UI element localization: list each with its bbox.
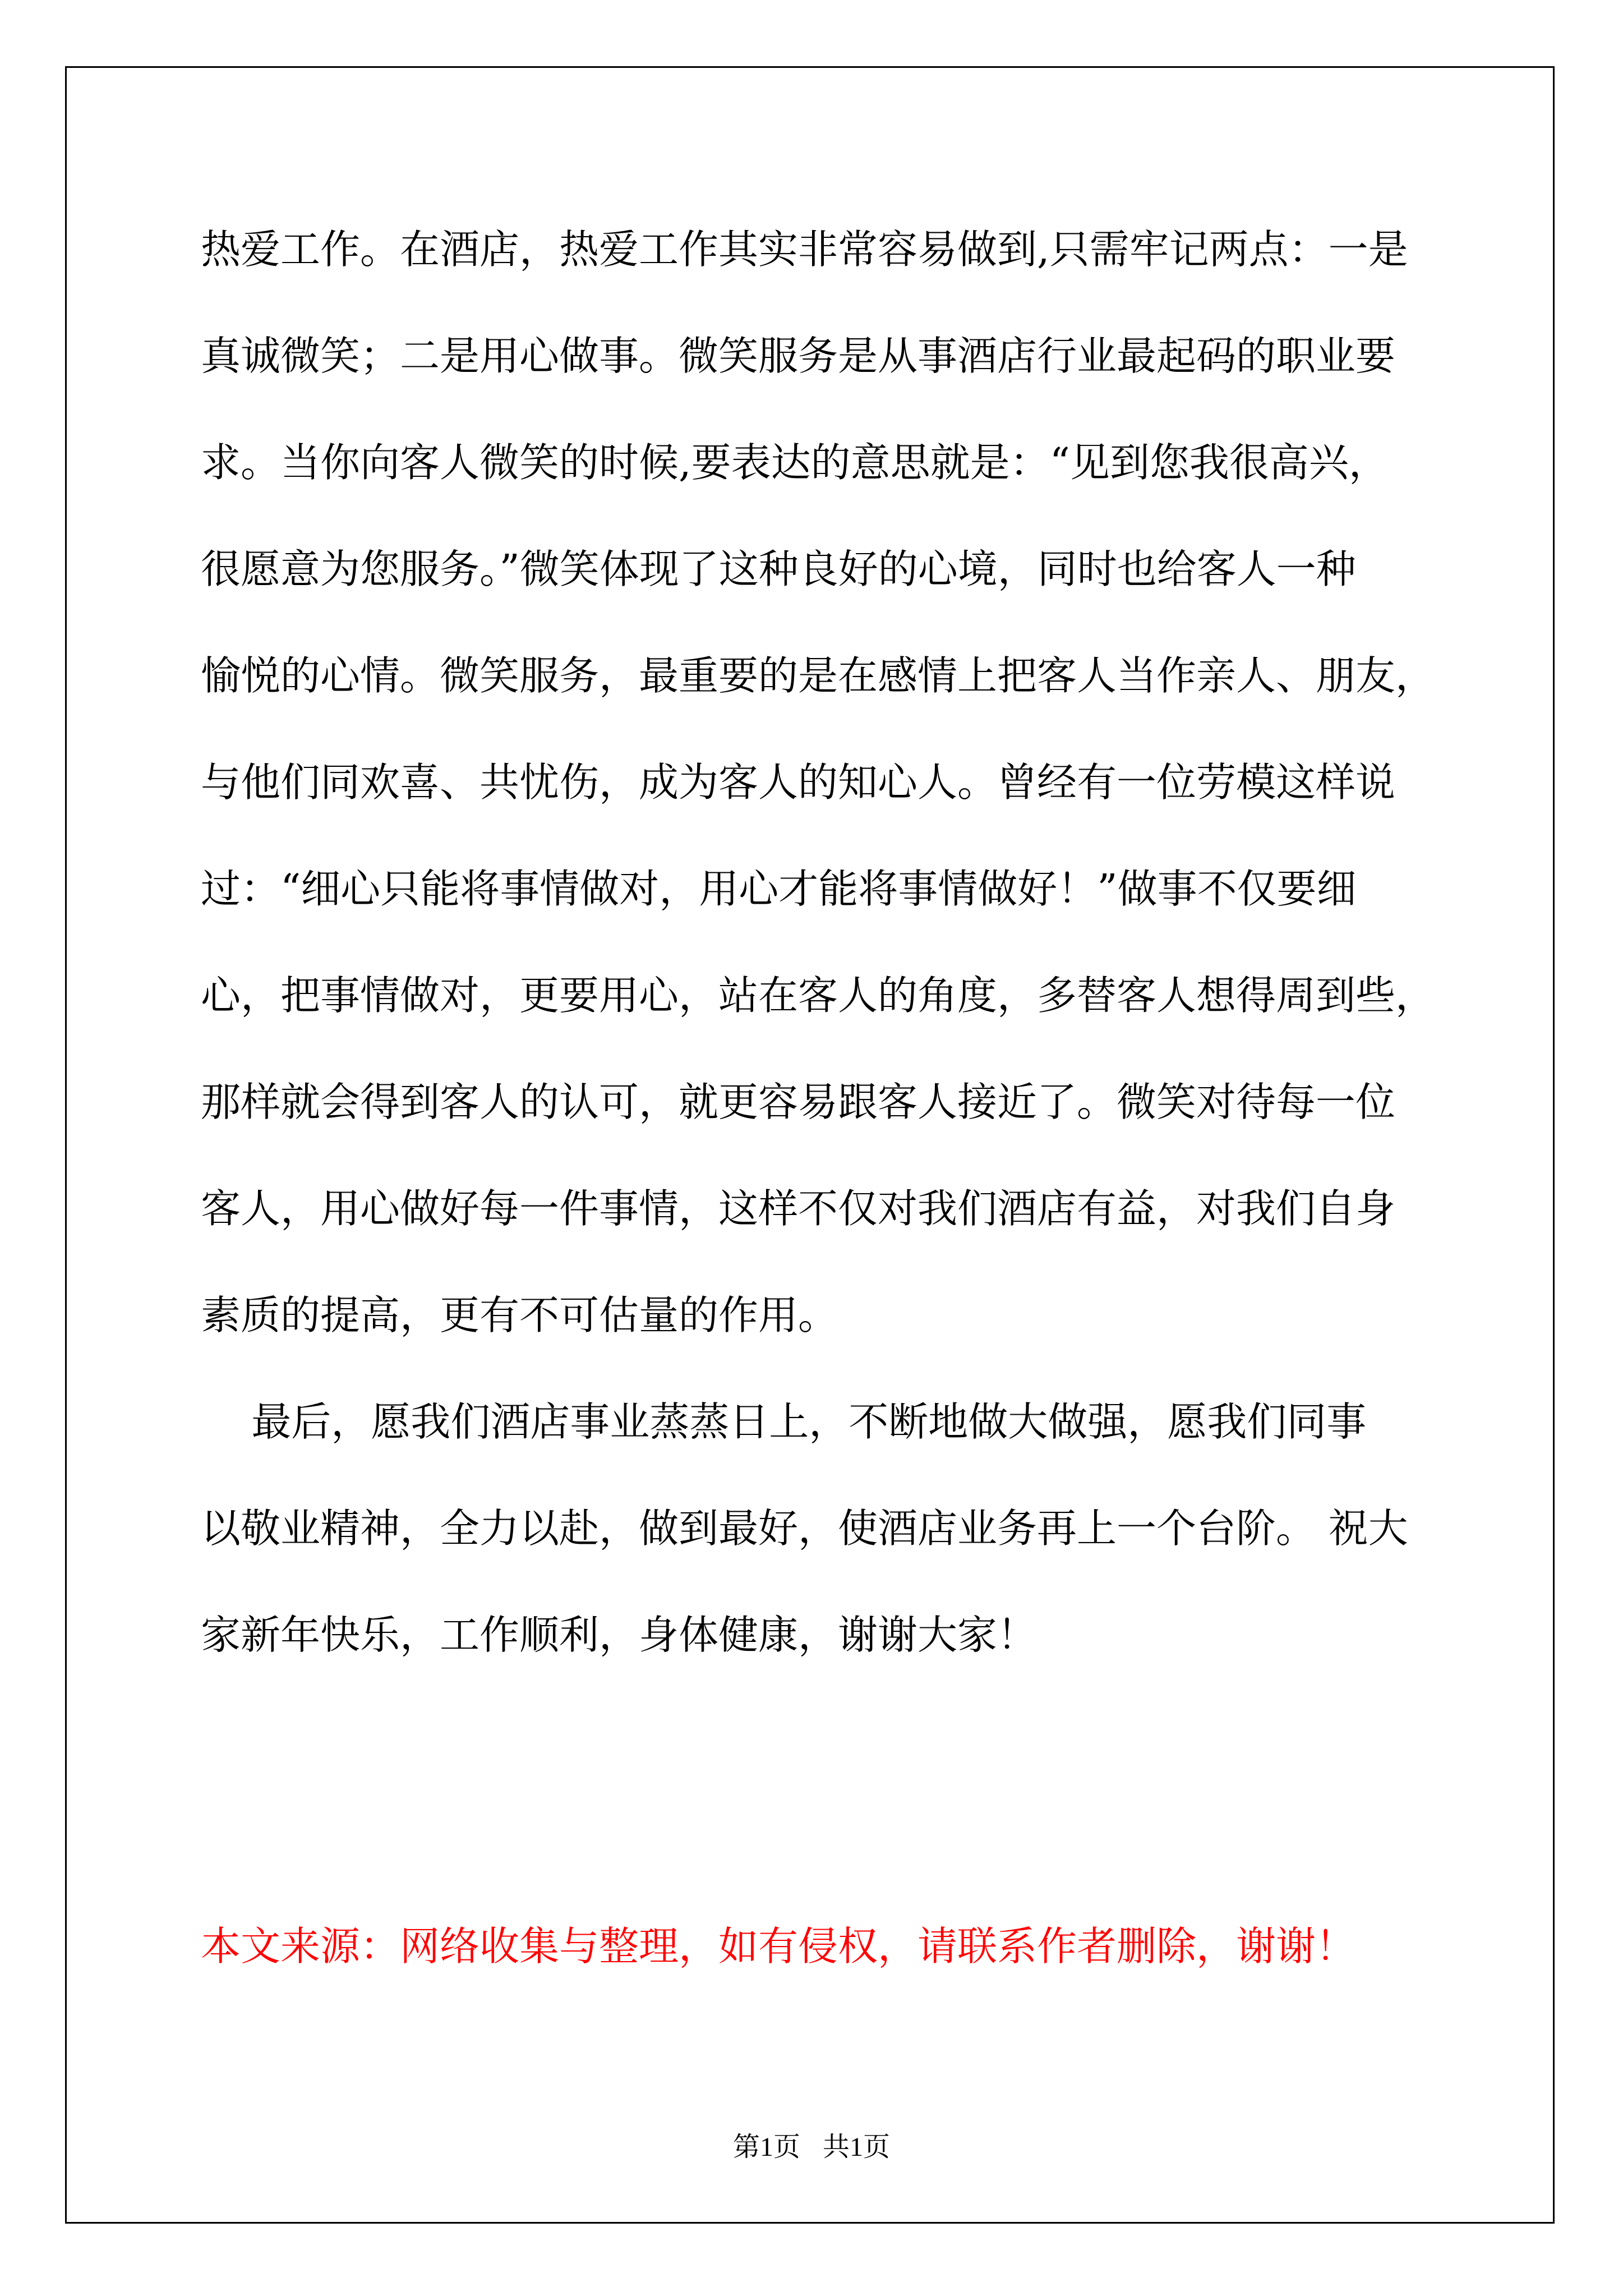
paragraph-1-line: 求。当你向客人微笑的时候,要表达的意思就是：“见到您我很高兴， [201, 439, 1389, 486]
document-body [201, 222, 1457, 1714]
paragraph-1-line: 与他们同欢喜、共忧伤，成为客人的知心人。曾经有一位劳模这样说 [201, 759, 1396, 806]
paragraph-1-line: 心，把事情做对，更要用心，站在客人的角度，多替客人想得周到些， [201, 972, 1436, 1019]
paragraph-1-line: 真诚微笑；二是用心做事。微笑服务是从事酒店行业最起码的职业要 [201, 333, 1396, 379]
paragraph-1-line: 客人，用心做好每一件事情，这样不仅对我们酒店有益，对我们自身 [201, 1185, 1396, 1232]
paragraph-2-line: 最后，愿我们酒店事业蒸蒸日上，不断地做大做强，愿我们同事 [201, 1398, 1367, 1445]
paragraph-1-line: 愉悦的心情。微笑服务，最重要的是在感情上把客人当作亲人、朋友， [201, 652, 1436, 699]
paragraph-1-line: 过：“细心只能将事情做对，用心才能将事情做好！”做事不仅要细 [201, 866, 1357, 912]
paragraph-1-line: 那样就会得到客人的认可，就更容易跟客人接近了。微笑对待每一位 [201, 1079, 1396, 1125]
page-number-current: 第1页 [732, 2132, 800, 2162]
paragraph-1-line: 热爱工作。在酒店，热爱工作其实非常容易做到,只需牢记两点：一是 [201, 226, 1408, 273]
source-note: 本文来源：网络收集与整理，如有侵权，请联系作者删除，谢谢！ [201, 1923, 1356, 1970]
paragraph-1-line: 素质的提高，更有不可估量的作用。 [201, 1292, 838, 1338]
paragraph-1-line: 很愿意为您服务。”微笑体现了这种良好的心境，同时也给客人一种 [201, 546, 1356, 592]
paragraph-2-line: 以敬业精神，全力以赴，做到最好，使酒店业务再上一个台阶。 祝大 [201, 1505, 1408, 1552]
page-number-total: 共1页 [823, 2132, 891, 2162]
paragraph-2-line: 家新年快乐，工作顺利，身体健康，谢谢大家！ [201, 1612, 1038, 1658]
page-footer [0, 2131, 1623, 2164]
